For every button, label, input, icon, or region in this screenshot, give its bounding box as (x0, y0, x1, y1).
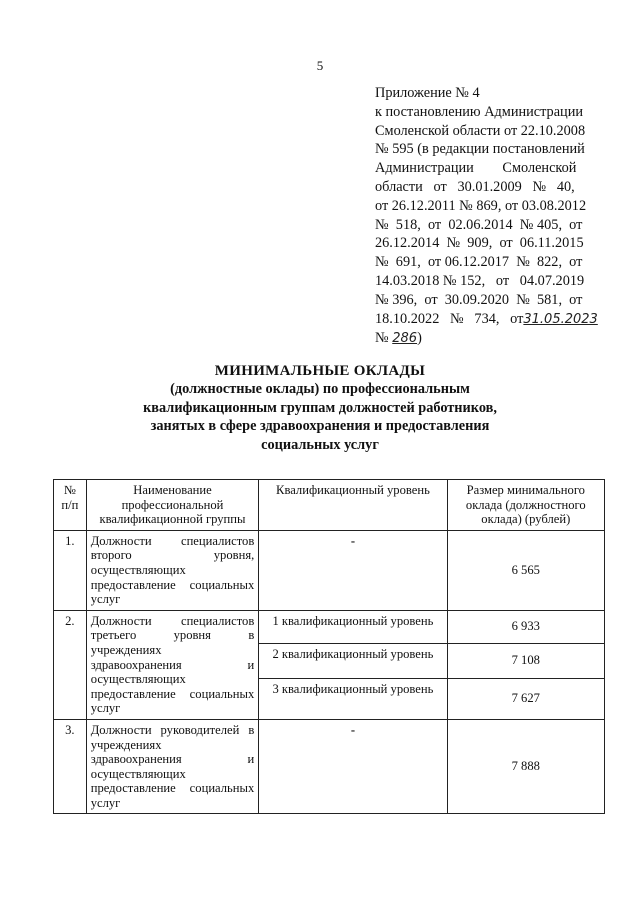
annex-line: № 518, от 02.06.2014 № 405, от (375, 216, 583, 233)
annex-line: 26.12.2014 № 909, от 06.11.2015 (375, 235, 584, 252)
row-name-text: Должности руководителей в учреждениях здравоохранения и осуществляющих предоставление социальных услуг (90, 722, 255, 810)
table-row (54, 530, 605, 610)
row-num: 2. (54, 610, 87, 719)
handwritten-date: 31.05.2023 (523, 311, 598, 327)
table-row (54, 719, 605, 814)
header-name: Наименование профессиональной квалификационной группы (86, 480, 259, 531)
row-name (86, 530, 259, 610)
row-level-group (259, 610, 447, 719)
page-number: 5 (316, 58, 324, 73)
row-amount: 6 565 (447, 530, 604, 610)
sub-amount: 7 108 (448, 644, 604, 679)
annex-number-prefix: № (375, 330, 389, 347)
handwritten-number: 286 (392, 331, 418, 347)
row-name (86, 610, 259, 719)
annex-line: № 595 (в редакции постановлений (375, 141, 585, 158)
row-name-text: Должности специалистов второго уровня, осуществляющих предоставление социальных услуг (90, 533, 255, 607)
header-amount: Размер минимального оклада (должностного оклада) (рублей) (447, 480, 604, 531)
annex-line: № 691, от 06.12.2017 № 822, от (375, 254, 583, 271)
row-amount: 7 888 (447, 719, 604, 814)
title-main: МИНИМАЛЬНЫЕ ОКЛАДЫ (214, 363, 426, 379)
annex-line: № 396, от 30.09.2020 № 581, от (375, 291, 583, 308)
title-line: занятых в сфере здравоохранения и предоставления (150, 418, 490, 435)
row-amount-group (447, 610, 604, 719)
salary-table (53, 479, 605, 814)
annex-line: Смоленской области от 22.10.2008 (375, 122, 586, 139)
title-line: квалификационным группам должностей работников, (143, 399, 497, 416)
sub-level: 1 квалификационный уровень (259, 611, 446, 644)
row-name (86, 719, 259, 814)
header-level: Квалификационный уровень (259, 480, 447, 531)
document-title (60, 362, 580, 454)
table-header-row (54, 480, 605, 531)
sub-amount: 6 933 (448, 611, 604, 644)
header-num: № п/п (54, 480, 87, 531)
annex-header (375, 84, 603, 349)
sub-level: 2 квалификационный уровень (259, 644, 446, 679)
annex-line: Приложение № 4 (375, 85, 480, 101)
annex-line: области от 30.01.2009 № 40, (375, 178, 575, 195)
row-level: - (259, 719, 447, 814)
annex-line: к постановлению Администрации (375, 103, 584, 120)
title-line: социальных услуг (261, 436, 379, 453)
annex-line: 18.10.2022 № 734, от (375, 310, 524, 327)
row-num: 3. (54, 719, 87, 814)
annex-line: 14.03.2018 № 152, от 04.07.2019 (375, 272, 585, 289)
annex-line: Администрации Смоленской (375, 160, 577, 177)
sub-level: 3 квалификационный уровень (272, 681, 434, 696)
annex-line: от 26.12.2011 № 869, от 03.08.2012 (375, 197, 587, 214)
table-row (54, 610, 605, 719)
sub-amount: 7 627 (511, 691, 540, 706)
annex-number-line: № 286) (375, 330, 422, 347)
row-name-text: Должности специалистов третьего уровня в учреждениях здравоохранения и осуществляющих предоставление социальных услуг (90, 613, 255, 716)
annex-line-last (375, 310, 603, 330)
title-line: (должностные оклады) по профессиональным (170, 381, 470, 398)
row-level: - (259, 530, 447, 610)
row-num: 1. (54, 530, 87, 610)
